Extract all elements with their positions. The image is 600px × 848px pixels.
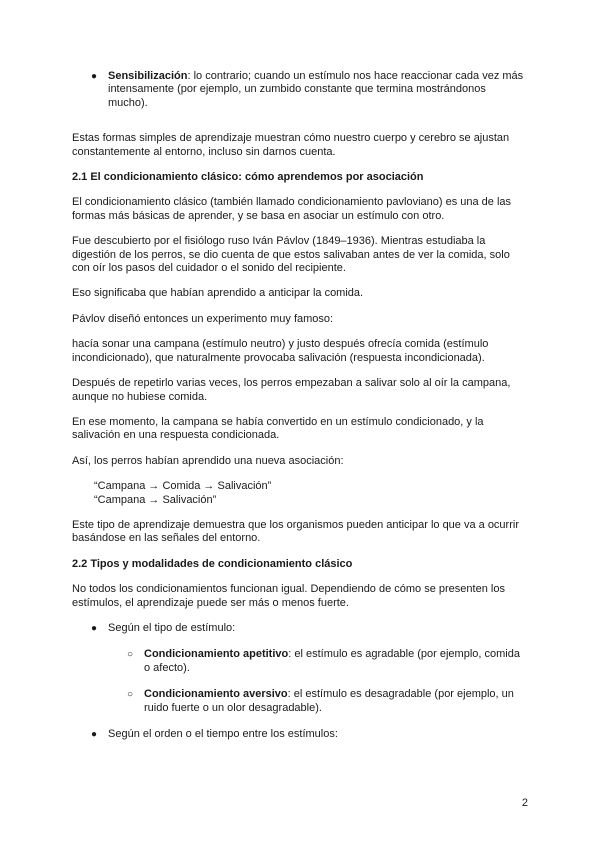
document-page [72,70,528,754]
paragraph: hacía sonar una campana (estímulo neutro) y justo después ofrecía comida (estímulo incondicionado), que naturalmente provocaba salivación (respuesta incondicionada). [72,338,489,364]
paragraph: Pávlov diseñó entonces un experimento muy famoso: [72,312,334,325]
definition-text: : lo contrario; cuando un estímulo nos hace reaccionar cada vez más intensamente (por ejemplo, un zumbido constante que termina mostrándonos mucho). [108,70,524,109]
term-sensibilizacion: Sensibilización [108,70,188,82]
bullet-icon: ● [91,729,98,740]
list-item-text: Según el orden o el tiempo entre los estímulos: [108,728,338,740]
paragraph: Eso significaba que habían aprendido a anticipar la comida. [72,287,364,300]
association-quote [72,480,528,507]
term-apetitivo: Condicionamiento apetitivo [144,648,289,661]
page-number: 2 [521,797,528,809]
paragraph: No todos los condicionamientos funcionan igual. Dependiendo de cómo se presenten los estímulos, el aprendizaje puede ser más o menos fuerte. [72,583,505,609]
paragraph: En ese momento, la campana se había convertido en un estímulo condicionado, y la salivación en una respuesta condicionada. [72,415,484,442]
list-item [72,70,528,110]
definition-text: : el estímulo es desagradable (por ejemplo, un ruido fuerte o un olor desagradable). [144,688,514,714]
section-heading-2-1: 2.1 El condicionamiento clásico: cómo aprendemos por asociación [72,171,424,184]
quote-line: “Campana → Comida → Salivación” [94,480,272,493]
section-heading-2-2: 2.2 Tipos y modalidades de condicionamiento clásico [72,557,353,570]
paragraph: Así, los perros habían aprendido una nueva asociación: [72,454,344,467]
list-item [72,622,528,635]
sub-list-item [72,648,528,675]
paragraph: El condicionamiento clásico (también llamado condicionamiento pavloviano) es una de las formas más básicas de aprender, y se basa en asociar un estímulo con otro. [72,196,512,222]
sub-bullet-icon: ○ [127,689,134,701]
paragraph: Este tipo de aprendizaje demuestra que los organismos pueden anticipar lo que va a ocurrir basándose en las señales del entorno. [72,518,519,545]
quote-line: “Campana → Salivación” [94,493,217,506]
list-item [72,728,528,741]
bullet-icon: ● [91,622,98,634]
sub-bullet-icon: ○ [127,649,134,661]
term-aversivo: Condicionamiento aversivo [144,688,288,701]
bullet-icon: ● [91,71,98,82]
intro-paragraph: Estas formas simples de aprendizaje muestran cómo nuestro cuerpo y cerebro se ajustan constantemente al entorno, incluso sin darnos cuenta. [72,132,510,158]
paragraph: Después de repetirlo varias veces, los perros empezaban a salivar solo al oír la campana, aunque no hubiese comida. [72,377,511,403]
definition-text: : el estímulo es agradable (por ejemplo, comida o afecto). [144,648,520,674]
paragraph: Fue descubierto por el fisiólogo ruso Iván Pávlov (1849–1936). Mientras estudiaba la digestión de los perros, se dio cuenta de que estos salivaban antes de ver la comida, solo con oír los pasos del cuidador o el sonido del recipiente. [72,235,510,275]
sub-list-item [72,688,528,715]
list-item-text: Según el tipo de estímulo: [108,621,236,634]
